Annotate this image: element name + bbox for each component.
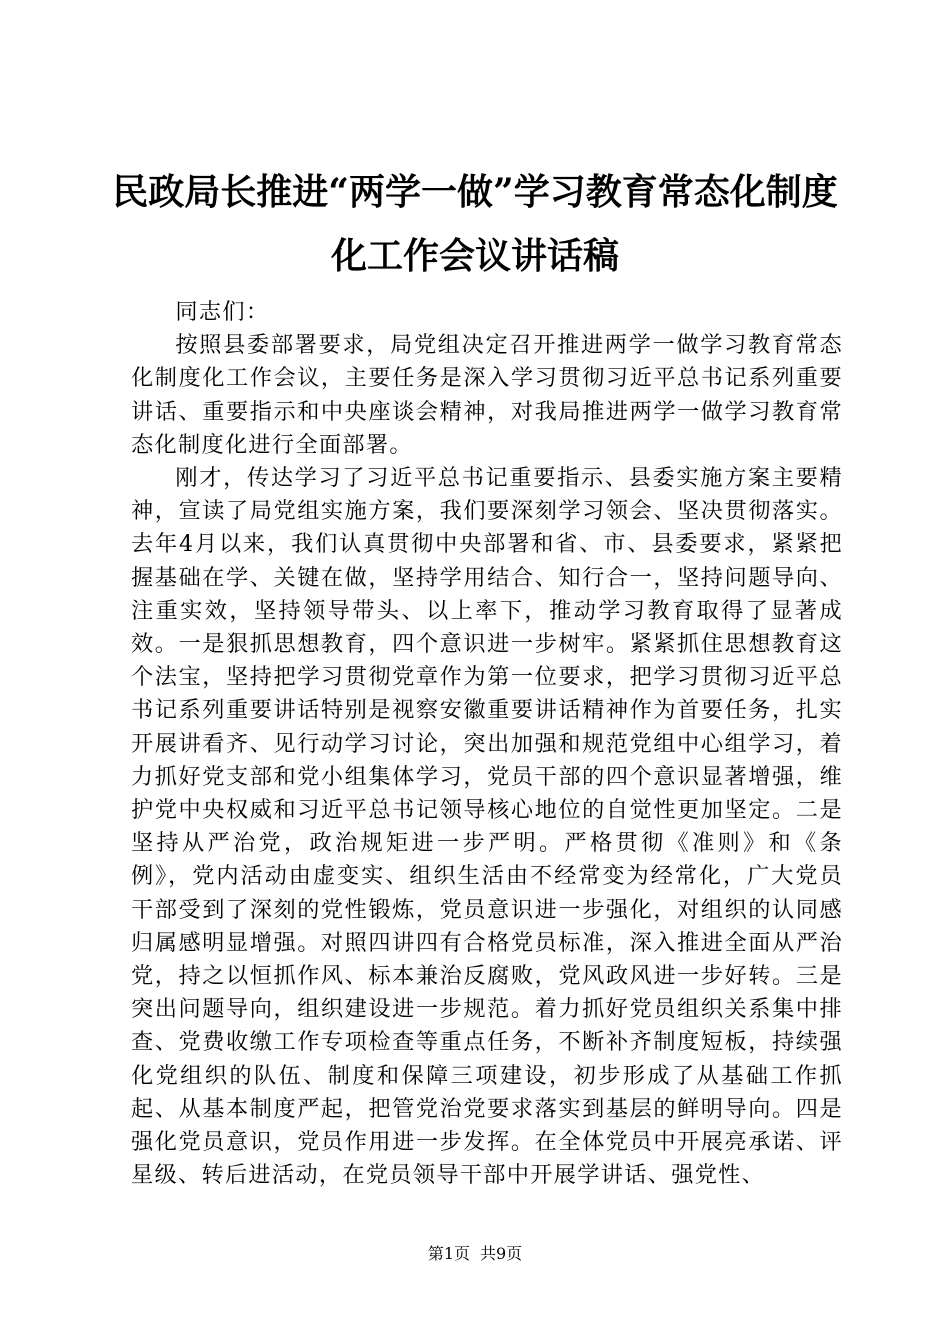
document-body: [131, 296, 843, 1192]
paragraph-1: 按照县委部署要求，局党组决定召开推进两学一做学习教育常态化制度化工作会议，主要任务是深入学习贯彻习近平总书记系列重要讲话、重要指示和中央座谈会精神，对我局推进两学一做学习教育常态化制度化进行全面部署。: [131, 332, 843, 458]
page-total: 共9页: [480, 1244, 523, 1263]
paragraph-2: 刚才，传达学习了习近平总书记重要指示、县委实施方案主要精神，宣读了局党组实施方案，我们要深刻学习领会、坚决贯彻落实。去年4月以来，我们认真贯彻中央部署和省、市、县委要求，紧紧把握基础在学、关键在做，坚持学用结合、知行合一，坚持问题导向、注重实效，坚持领导带头、以上率下，推动学习教育取得了显著成效。一是狠抓思想教育，四个意识进一步树牢。紧紧抓住思想教育这个法宝，坚持把学习贯彻党章作为第一位要求，把学习贯彻习近平总书记系列重要讲话特别是视察安徽重要讲话精神作为首要任务，扎实开展讲看齐、见行动学习讨论，突出加强和规范党组中心组学习，着力抓好党支部和党小组集体学习，党员干部的四个意识显著增强，维护党中央权威和习近平总书记领导核心地位的自觉性更加坚定。二是坚持从严治党，政治规矩进一步严明。严格贯彻《准则》和《条例》，党内活动由虚变实、组织生活由不经常变为经常化，广大党员干部受到了深刻的党性锻炼，党员意识进一步强化，对组织的认同感归属感明显增强。对照四讲四有合格党员标准，深入推进全面从严治党，持之以恒抓作风、标本兼治反腐败，党风政风进一步好转。三是突出问题导向，组织建设进一步规范。着力抓好党员组织关系集中排查、党费收缴工作专项检查等重点任务，不断补齐制度短板，持续强化党组织的队伍、制度和保障三项建设，初步形成了从基础工作抓起、从基本制度严起，把管党治党要求落实到基层的鲜明导向。四是强化党员意识，党员作用进一步发挥。在全体党员中开展亮承诺、评星级、转后进活动，在党员领导干部中开展学讲话、强党性、: [131, 465, 843, 1189]
salutation: 同志们：: [175, 299, 270, 325]
page-footer: [0, 1242, 950, 1266]
document-title: 民政局长推进“两学一做”学习教育常态化制度化工作会议讲话稿: [112, 171, 838, 277]
page-number: 第1页: [427, 1244, 470, 1263]
